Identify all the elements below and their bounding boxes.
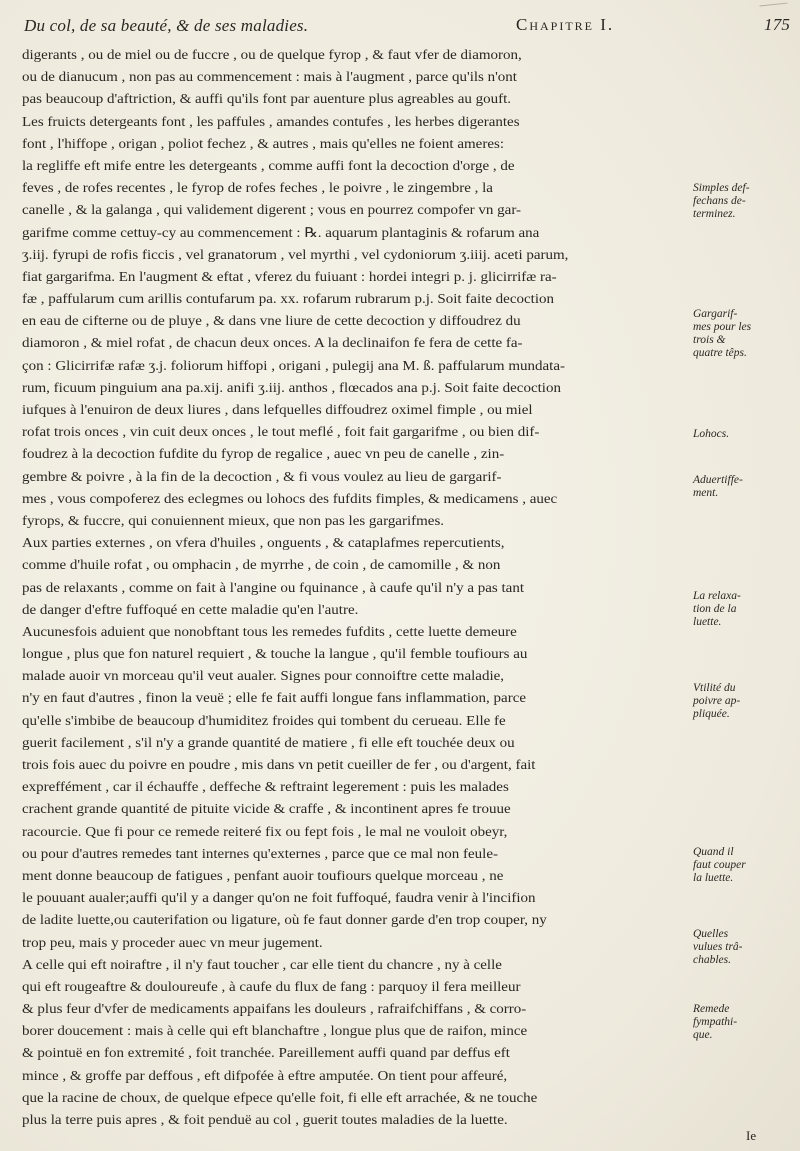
text-line: Les fruicts detergeants font , les paffules , amandes contufes , les herbes digerantes bbox=[22, 113, 520, 129]
text-line: malade auoir vn morceau qu'il veut aualer. Signes pour connoiftre cette maladie, bbox=[22, 668, 505, 684]
text-line: Aucunesfois aduient que nonobftant tous les remedes fufdits , cette luette demeure bbox=[22, 623, 517, 639]
running-header bbox=[24, 4, 791, 38]
text-line: qui eft rougeaftre & douloureufe , à caufe du flux de fang : parquoy il fera meilleur bbox=[22, 978, 521, 994]
text-line: fyrops, & fuccre, qui conuiennent mieux, que non pas les gargarifmes. bbox=[22, 512, 445, 528]
marginal-note: Quand il faut couper la luette. bbox=[693, 846, 746, 884]
text-line: & pointuë en fon extremité , foit tranchée. Pareillement auffi quand par deffus eft bbox=[22, 1045, 510, 1061]
body-text bbox=[22, 44, 690, 1131]
marginal-note: Vtilité du poivre ap- pliquée. bbox=[693, 682, 741, 720]
text-line: ou pour d'autres remedes tant internes qu'externes , parce que ce mal non feule- bbox=[22, 845, 498, 861]
text-line: trois fois auec du poivre en poudre , mis dans vn petit cueiller de fer , ou d'argent, fait bbox=[22, 757, 536, 772]
text-line: le pouuant aualer;auffi qu'il y a danger qu'on ne foit fuffoqué, faudra venir à l'incifion bbox=[22, 890, 536, 906]
text-line: foudrez à la decoction fufdite du fyrop de regalice , auec vn peu de canelle , zin- bbox=[22, 446, 505, 462]
text-line: longue , plus que fon naturel requiert , & touche la langue , qu'il femble toufiours au bbox=[22, 646, 528, 662]
text-line: crachent grande quantité de pituite vicide & craffe , & incontinent apres fe trouue bbox=[22, 801, 511, 817]
text-line: fiat gargarifma. En l'augment & eftat , vferez du fuiuant : hordei integri p. j. glicirrifæ ra- bbox=[22, 268, 557, 284]
chapter-heading: Chapitre I. bbox=[516, 15, 615, 34]
marginal-note: Simples def- fechans de- terminez. bbox=[693, 182, 750, 220]
text-line: mince , & groffe par deffous , eft difpofée à eftre amputée. On tient pour affeuré, bbox=[22, 1067, 508, 1083]
text-line: ment donne beaucoup de fatigues , penfant auoir toufiours quelque morceau , ne bbox=[22, 867, 504, 883]
marginal-note: Aduertiffe- ment. bbox=[693, 474, 743, 499]
text-line: qu'elle s'imbibe de beaucoup d'humiditez froides qui tombent du cerueau. Elle fe bbox=[22, 712, 506, 728]
text-line: iufques à l'enuiron de deux liures , dans lefquelles diffoudrez oximel fimple , ou miel bbox=[22, 402, 533, 417]
text-line: en eau de cifterne ou de pluye , & dans vne liure de cette decoction y diffoudrez du bbox=[22, 313, 521, 329]
text-line: comme d'huile rofat , ou omphacin , de myrrhe , de coin , de camomille , & non bbox=[22, 557, 501, 573]
text-line: pas beaucoup d'aftriction, & auffi qu'ils font par auenture plus agreables au gouft. bbox=[22, 91, 512, 107]
text-line: ou de dianucum , non pas au commencement : mais à l'augment , parce qu'ils n'ont bbox=[22, 69, 517, 85]
text-line: rum, ficuum pinguium ana pa.xij. anifi ʒ.iij. anthos , flœcados ana p.j. Soit faite decoction bbox=[22, 379, 561, 395]
text-line: digerants , ou de miel ou de fuccre , ou de quelque fyrop , & faut vfer de diamoron, bbox=[22, 47, 522, 62]
text-line: rofat trois onces , vin cuit deux onces , le tout meflé , foit fait gargarifme , ou bien dif- bbox=[22, 424, 540, 440]
marginal-note: La relaxa- tion de la luette. bbox=[693, 590, 741, 628]
text-line: & plus feur d'vfer de medicaments appaifans les douleurs , rafraifchiffans , & corro- bbox=[22, 1001, 527, 1017]
text-line: que la racine de choux, de quelque efpece qu'elle foit, fi elle eft arrachée, & ne touche bbox=[22, 1089, 538, 1105]
text-line: gembre & poivre , à la fin de la decoction , & fi vous voulez au lieu de gargarif- bbox=[22, 468, 502, 484]
text-line: trop peu, mais y proceder auec vn meur jugement. bbox=[22, 934, 323, 950]
text-line: feves , de rofes recentes , le fyrop de rofes feches , le poivre , le zingembre , la bbox=[22, 180, 493, 196]
text-line: pas de relaxants , comme on fait à l'angine ou fquinance , à caufe qu'il n'y a pas tant bbox=[22, 579, 525, 595]
text-line: fæ , paffularum cum arillis contufarum pa. xx. rofarum rubrarum p.j. Soit faite decoction bbox=[22, 291, 554, 307]
marginal-note: Lohocs. bbox=[693, 428, 730, 440]
running-title: Du col, de sa beauté, & de ses maladies. bbox=[24, 16, 309, 35]
text-line: Aux parties externes , on vfera d'huiles , onguents , & cataplafmes repercutients, bbox=[22, 535, 505, 551]
marginal-note: Quelles vulues trâ- chables. bbox=[693, 928, 743, 966]
marginal-note: Remede fympathi- que. bbox=[693, 1003, 738, 1041]
text-line: garifme comme cettuy-cy au commencement : ℞. aquarum plantaginis & rofarum ana bbox=[22, 224, 540, 240]
marginal-note: Gargarif- mes pour les trois & quatre têps. bbox=[693, 308, 752, 359]
text-line: borer doucement : mais à celle qui eft blanchaftre , longue plus que de raifon, mince bbox=[22, 1023, 528, 1039]
text-line: mes , vous compoferez des eclegmes ou lohocs des fufdits fimples, & medicamens , auec bbox=[22, 490, 558, 506]
text-line: ʒ.iij. fyrupi de rofis ficcis , vel granatorum , vel myrthi , vel cydoniorum ʒ.iiij. aceti parum, bbox=[22, 246, 569, 262]
text-line: de ladite luette,ou cauterifation ou ligature, où fe faut donner garde d'en trop couper, ny bbox=[22, 912, 547, 928]
text-line: la regliffe eft mife entre les detergeants , comme auffi font la decoction d'orge , de bbox=[22, 157, 515, 173]
text-line: canelle , & la galanga , qui validement digerent ; vous en pourrez compofer vn gar- bbox=[22, 202, 522, 218]
text-line: A celle qui eft noiraftre , il n'y faut toucher , car elle tient du chancre , ny à celle bbox=[22, 956, 502, 972]
text-line: çon : Glicirrifæ rafæ ʒ.j. foliorum hiffopi , origani , pulegij ana M. ß. paffularum mundata- bbox=[22, 357, 565, 373]
text-line: font , l'hiffope , origan , poliot fechez , & autres , mais qu'elles ne foient ameres: bbox=[22, 135, 505, 151]
text-line: expreffément , car il échauffe , deffeche & reftraint legerement : puis les malades bbox=[22, 779, 509, 795]
text-line: plus la terre puis apres , & foit penduë au col , guerit toutes maladies de la luette. bbox=[22, 1112, 508, 1127]
text-line: diamoron , & miel rofat , de chacun deux onces. A la declinaifon fe fera de cette fa- bbox=[22, 335, 523, 351]
text-line: guerit facilement , s'il n'y a grande quantité de matiere , fi elle eft touchée deux ou bbox=[22, 734, 515, 750]
text-line: n'y en faut d'autres , finon la veuë ; elle fe fait auffi longue fans inflammation, parce bbox=[22, 690, 527, 706]
page-number: 175 bbox=[764, 15, 791, 34]
text-line: racourcie. Que fi pour ce remede reiteré fix ou fept fois , le mal ne vouloit obeyr, bbox=[22, 823, 508, 839]
text-line: de danger d'eftre fuffoqué en cette maladie qu'en l'autre. bbox=[22, 601, 359, 617]
catchword: Ie bbox=[746, 1128, 757, 1143]
